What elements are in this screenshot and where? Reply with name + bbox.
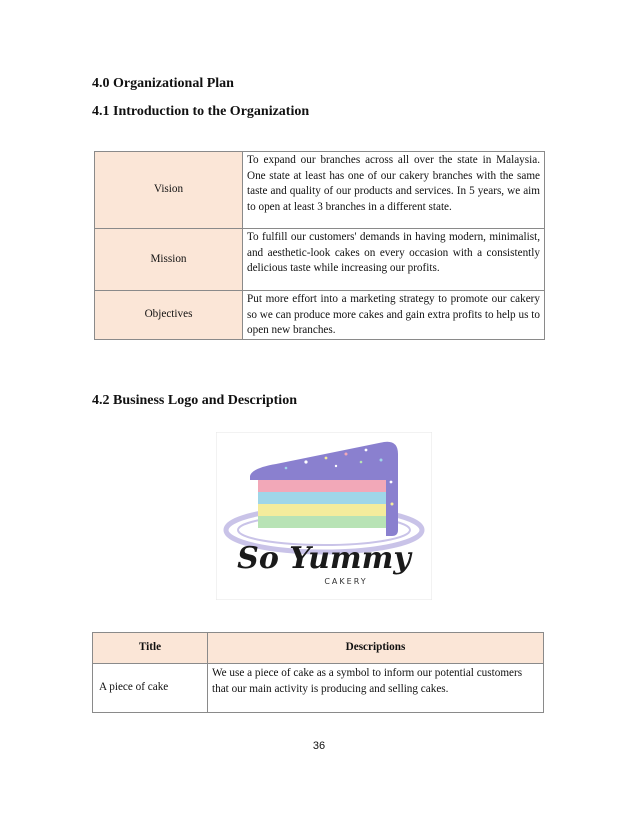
intro-heading: 4.1 Introduction to the Organization — [92, 104, 310, 119]
so-yummy-logo — [216, 432, 432, 600]
vision-text: To expand our branches across all over the state in Malaysia. One state at least has one of our cakery branches with the same taste and quality of our products and services. In 5 years, we aim to open at least 3 branches in a different state. — [243, 152, 545, 229]
description-table — [92, 632, 544, 713]
page-number: 36 — [312, 740, 326, 752]
row-title: A piece of cake — [93, 664, 208, 713]
objectives-text: Put more effort into a marketing strategy to promote our cakery so we can produce more cakes and gain extra profits to help us to open new branches. — [243, 291, 545, 340]
table-header-row — [93, 633, 544, 664]
title-header: Title — [93, 633, 208, 664]
table-row — [95, 291, 545, 340]
row-description: We use a piece of cake as a symbol to inform our potential customers that our main activity is producing and selling cakes. — [208, 664, 544, 713]
table-row — [95, 229, 545, 291]
mission-label: Mission — [95, 229, 243, 291]
table-row — [93, 664, 544, 713]
logo-section-heading: 4.2 Business Logo and Description — [92, 393, 297, 408]
mission-text: To fulfill our customers' demands in having modern, minimalist, and aesthetic-look cakes on every occasion with a consistently delicious taste while increasing our profits. — [243, 229, 545, 291]
logo-title: So Yummy — [237, 541, 411, 576]
logo-subtitle: CAKERY — [324, 577, 368, 586]
vision-label: Vision — [95, 152, 243, 229]
organization-table — [94, 151, 545, 340]
descriptions-header: Descriptions — [208, 633, 544, 664]
table-row — [95, 152, 545, 229]
objectives-label: Objectives — [95, 291, 243, 340]
section-heading: 4.0 Organizational Plan — [92, 76, 234, 91]
